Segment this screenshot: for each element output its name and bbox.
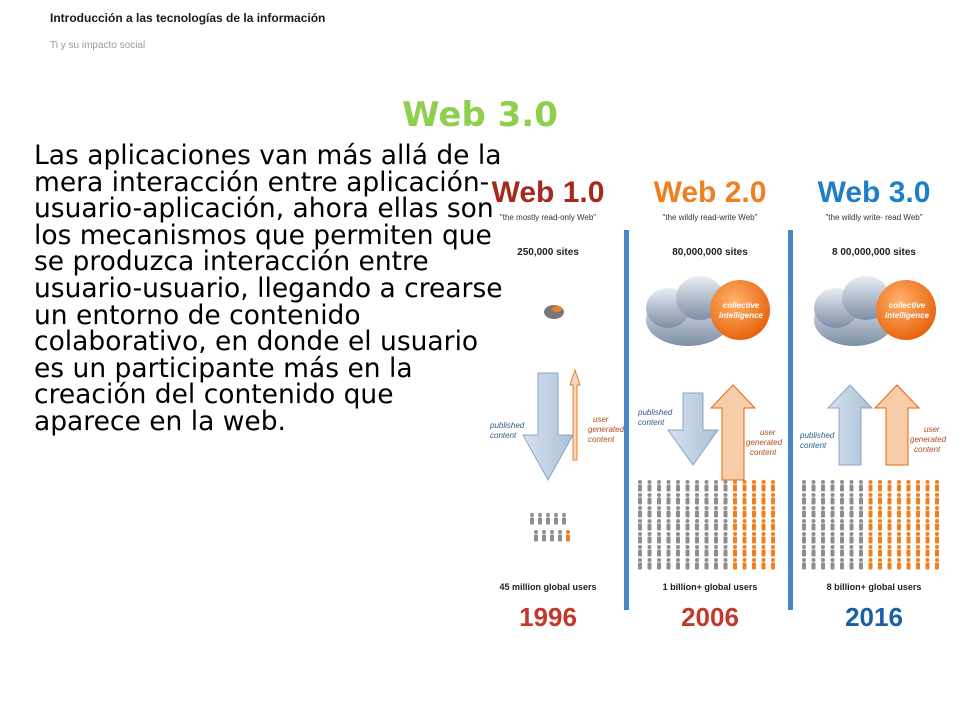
user-figure bbox=[638, 558, 642, 570]
separator-bar-2 bbox=[788, 230, 793, 610]
user-figure bbox=[733, 545, 737, 557]
user-figure bbox=[657, 532, 661, 544]
user-figure bbox=[542, 530, 546, 542]
user-figure bbox=[762, 558, 766, 570]
user-figure bbox=[840, 480, 844, 492]
user-figure bbox=[850, 519, 854, 531]
user-figure bbox=[743, 519, 747, 531]
user-figure bbox=[850, 493, 854, 505]
user-figure bbox=[831, 519, 835, 531]
user-figure bbox=[638, 532, 642, 544]
user-figure bbox=[771, 493, 775, 505]
user-figure bbox=[705, 493, 709, 505]
user-figure bbox=[878, 506, 882, 518]
user-figure bbox=[752, 506, 756, 518]
user-figure bbox=[743, 480, 747, 492]
user-figure bbox=[724, 480, 728, 492]
user-figure bbox=[935, 532, 939, 544]
user-figure bbox=[676, 480, 680, 492]
user-figure bbox=[850, 506, 854, 518]
user-figure bbox=[812, 519, 816, 531]
user-figure bbox=[550, 530, 554, 542]
web2-tagline: "the wildly read-write Web" bbox=[662, 213, 758, 222]
web1-ugc-label-3: content bbox=[588, 435, 615, 444]
web3-ugc-label-1: user bbox=[924, 425, 940, 434]
user-figure bbox=[743, 506, 747, 518]
user-figure bbox=[733, 532, 737, 544]
user-figure bbox=[695, 493, 699, 505]
user-figure bbox=[705, 558, 709, 570]
web3-up-arrow-left bbox=[828, 385, 872, 465]
user-figure bbox=[850, 545, 854, 557]
user-figure bbox=[850, 480, 854, 492]
user-figure bbox=[638, 480, 642, 492]
user-figure bbox=[821, 493, 825, 505]
user-figure bbox=[762, 506, 766, 518]
user-figure bbox=[878, 493, 882, 505]
web2-published-label-1: published bbox=[638, 408, 673, 417]
user-figure bbox=[840, 532, 844, 544]
user-figure bbox=[667, 519, 671, 531]
user-figure bbox=[554, 513, 558, 525]
user-figure bbox=[916, 532, 920, 544]
course-title: Introducción a las tecnologías de la información bbox=[50, 11, 326, 25]
user-figure bbox=[802, 519, 806, 531]
user-figure bbox=[695, 519, 699, 531]
user-figure bbox=[676, 545, 680, 557]
user-figure bbox=[935, 558, 939, 570]
user-figure bbox=[762, 480, 766, 492]
user-figure bbox=[714, 558, 718, 570]
user-figure bbox=[638, 493, 642, 505]
user-figure bbox=[859, 545, 863, 557]
user-figure bbox=[695, 545, 699, 557]
user-figure bbox=[695, 558, 699, 570]
user-figure bbox=[916, 558, 920, 570]
user-figure bbox=[724, 558, 728, 570]
user-figure bbox=[530, 513, 534, 525]
web3-cloud-label-2: intelligence bbox=[884, 311, 930, 320]
user-figure bbox=[897, 558, 901, 570]
user-figure bbox=[657, 493, 661, 505]
user-figure bbox=[566, 530, 570, 542]
user-figure bbox=[850, 558, 854, 570]
user-figure bbox=[916, 545, 920, 557]
user-figure bbox=[695, 532, 699, 544]
user-figure bbox=[840, 519, 844, 531]
user-figure bbox=[695, 480, 699, 492]
web2-cloud-label-2: intelligence bbox=[718, 311, 764, 320]
web2-user-crowd bbox=[638, 480, 775, 570]
user-figure bbox=[648, 480, 652, 492]
user-figure bbox=[705, 519, 709, 531]
web1-published-label-1: published bbox=[490, 421, 525, 430]
user-figure bbox=[916, 519, 920, 531]
user-figure bbox=[869, 558, 873, 570]
web2-heading: Web 2.0 bbox=[653, 176, 767, 209]
user-figure bbox=[676, 506, 680, 518]
user-figure bbox=[724, 506, 728, 518]
user-figure bbox=[534, 530, 538, 542]
user-figure bbox=[897, 493, 901, 505]
user-figure bbox=[916, 480, 920, 492]
user-figure bbox=[907, 558, 911, 570]
user-figure bbox=[667, 493, 671, 505]
web3-collective-orb bbox=[876, 280, 936, 340]
user-figure bbox=[638, 545, 642, 557]
user-figure bbox=[802, 493, 806, 505]
user-figure bbox=[667, 480, 671, 492]
user-figure bbox=[926, 480, 930, 492]
web1-user-crowd bbox=[530, 513, 570, 542]
web1-users: 45 million global users bbox=[499, 582, 597, 592]
user-figure bbox=[733, 480, 737, 492]
user-figure bbox=[935, 480, 939, 492]
user-figure bbox=[897, 519, 901, 531]
user-figure bbox=[926, 519, 930, 531]
user-figure bbox=[888, 558, 892, 570]
web1-heading: Web 1.0 bbox=[491, 176, 605, 209]
user-figure bbox=[869, 506, 873, 518]
user-figure bbox=[686, 558, 690, 570]
user-figure bbox=[897, 480, 901, 492]
user-figure bbox=[733, 519, 737, 531]
user-figure bbox=[771, 480, 775, 492]
user-figure bbox=[869, 545, 873, 557]
user-figure bbox=[762, 493, 766, 505]
user-figure bbox=[771, 558, 775, 570]
user-figure bbox=[771, 545, 775, 557]
user-figure bbox=[724, 493, 728, 505]
slide-body-text: Las aplicaciones van más allá de la mera interacción entre aplicación-usuario-aplicación, ahora ellas son los mecanismos que permiten que se produzca interacción entre usuario-usuario, llegando a crearse un entorno de contenido colaborativo, en donde el usuario es un participante más en la creación del contenido que aparece en la web. bbox=[34, 140, 503, 437]
user-figure bbox=[752, 558, 756, 570]
user-figure bbox=[926, 558, 930, 570]
web3-published-label-1: published bbox=[800, 431, 835, 440]
user-figure bbox=[762, 545, 766, 557]
web3-published-label-2: content bbox=[800, 441, 827, 450]
user-figure bbox=[878, 532, 882, 544]
user-figure bbox=[657, 506, 661, 518]
user-figure bbox=[802, 558, 806, 570]
user-figure bbox=[831, 545, 835, 557]
web1-published-label-2: content bbox=[490, 431, 517, 440]
web1-year: 1996 bbox=[519, 602, 577, 632]
user-figure bbox=[812, 480, 816, 492]
user-figure bbox=[935, 493, 939, 505]
web2-published-label-2: content bbox=[638, 418, 665, 427]
user-figure bbox=[831, 480, 835, 492]
user-figure bbox=[926, 493, 930, 505]
user-figure bbox=[648, 506, 652, 518]
user-figure bbox=[859, 493, 863, 505]
user-figure bbox=[686, 506, 690, 518]
web1-ugc-label-1: user bbox=[593, 415, 609, 424]
user-figure bbox=[926, 532, 930, 544]
user-figure bbox=[840, 558, 844, 570]
web-evolution-diagram bbox=[478, 160, 960, 640]
user-figure bbox=[821, 480, 825, 492]
user-figure bbox=[676, 558, 680, 570]
user-figure bbox=[686, 493, 690, 505]
user-figure bbox=[859, 532, 863, 544]
user-figure bbox=[558, 530, 562, 542]
user-figure bbox=[888, 519, 892, 531]
user-figure bbox=[821, 545, 825, 557]
user-figure bbox=[752, 480, 756, 492]
user-figure bbox=[802, 480, 806, 492]
user-figure bbox=[733, 493, 737, 505]
web3-up-arrow-right bbox=[875, 385, 919, 465]
user-figure bbox=[907, 532, 911, 544]
user-figure bbox=[638, 506, 642, 518]
user-figure bbox=[821, 532, 825, 544]
web3-tagline: "the wildly write- read Web" bbox=[825, 213, 923, 222]
user-figure bbox=[657, 480, 661, 492]
user-figure bbox=[686, 519, 690, 531]
web2-ugc-label-3: content bbox=[750, 448, 777, 457]
user-figure bbox=[733, 558, 737, 570]
user-figure bbox=[878, 545, 882, 557]
user-figure bbox=[888, 480, 892, 492]
web1-sites: 250,000 sites bbox=[517, 247, 579, 258]
user-figure bbox=[840, 493, 844, 505]
web1-server-icon bbox=[544, 305, 564, 319]
user-figure bbox=[897, 532, 901, 544]
user-figure bbox=[888, 506, 892, 518]
web1-up-arrow bbox=[570, 370, 580, 460]
user-figure bbox=[724, 532, 728, 544]
user-figure bbox=[907, 506, 911, 518]
user-figure bbox=[869, 480, 873, 492]
web1-tagline: "the mostly read-only Web" bbox=[499, 213, 597, 222]
user-figure bbox=[538, 513, 542, 525]
user-figure bbox=[667, 558, 671, 570]
web3-sites: 8 00,000,000 sites bbox=[832, 247, 916, 258]
user-figure bbox=[705, 506, 709, 518]
slide-title: Web 3.0 bbox=[402, 95, 558, 135]
user-figure bbox=[802, 506, 806, 518]
user-figure bbox=[705, 545, 709, 557]
web3-cloud-icon bbox=[814, 276, 936, 346]
user-figure bbox=[724, 545, 728, 557]
user-figure bbox=[648, 519, 652, 531]
web2-up-arrow bbox=[711, 385, 755, 480]
user-figure bbox=[676, 493, 680, 505]
column-web1 bbox=[489, 176, 625, 632]
column-web2 bbox=[637, 176, 783, 632]
user-figure bbox=[648, 493, 652, 505]
user-figure bbox=[888, 532, 892, 544]
web2-cloud-label-1: collective bbox=[722, 301, 760, 310]
user-figure bbox=[686, 545, 690, 557]
user-figure bbox=[831, 558, 835, 570]
user-figure bbox=[812, 532, 816, 544]
user-figure bbox=[686, 532, 690, 544]
web2-sites: 80,000,000 sites bbox=[672, 247, 748, 258]
user-figure bbox=[907, 519, 911, 531]
user-figure bbox=[821, 506, 825, 518]
user-figure bbox=[705, 532, 709, 544]
user-figure bbox=[850, 532, 854, 544]
web1-down-arrow bbox=[523, 373, 573, 480]
user-figure bbox=[821, 519, 825, 531]
user-figure bbox=[812, 506, 816, 518]
web2-down-arrow bbox=[668, 393, 718, 465]
web3-users: 8 billion+ global users bbox=[826, 582, 922, 592]
column-web3 bbox=[799, 176, 947, 632]
user-figure bbox=[802, 532, 806, 544]
web3-heading: Web 3.0 bbox=[817, 176, 931, 209]
user-figure bbox=[676, 519, 680, 531]
user-figure bbox=[888, 493, 892, 505]
user-figure bbox=[878, 558, 882, 570]
user-figure bbox=[676, 532, 680, 544]
user-figure bbox=[935, 506, 939, 518]
user-figure bbox=[897, 545, 901, 557]
user-figure bbox=[935, 519, 939, 531]
user-figure bbox=[831, 506, 835, 518]
user-figure bbox=[695, 506, 699, 518]
user-figure bbox=[859, 558, 863, 570]
web3-user-crowd bbox=[802, 480, 939, 570]
user-figure bbox=[926, 545, 930, 557]
user-figure bbox=[916, 493, 920, 505]
user-figure bbox=[762, 519, 766, 531]
user-figure bbox=[714, 519, 718, 531]
user-figure bbox=[667, 506, 671, 518]
user-figure bbox=[752, 545, 756, 557]
user-figure bbox=[743, 545, 747, 557]
user-figure bbox=[648, 545, 652, 557]
user-figure bbox=[657, 545, 661, 557]
web2-ugc-label-2: generated bbox=[746, 438, 783, 447]
user-figure bbox=[907, 480, 911, 492]
web3-year: 2016 bbox=[845, 602, 903, 632]
user-figure bbox=[859, 519, 863, 531]
user-figure bbox=[897, 506, 901, 518]
web1-ugc-label-2: generated bbox=[588, 425, 625, 434]
user-figure bbox=[743, 558, 747, 570]
user-figure bbox=[762, 532, 766, 544]
web3-cloud-label-1: collective bbox=[888, 301, 926, 310]
user-figure bbox=[657, 519, 661, 531]
user-figure bbox=[771, 532, 775, 544]
web3-ugc-label-2: generated bbox=[910, 435, 947, 444]
user-figure bbox=[743, 532, 747, 544]
user-figure bbox=[562, 513, 566, 525]
user-figure bbox=[888, 545, 892, 557]
user-figure bbox=[812, 493, 816, 505]
user-figure bbox=[724, 519, 728, 531]
web2-cloud-icon bbox=[646, 276, 770, 346]
separator-bar-1 bbox=[624, 230, 629, 610]
user-figure bbox=[812, 545, 816, 557]
user-figure bbox=[667, 532, 671, 544]
user-figure bbox=[859, 506, 863, 518]
web2-year: 2006 bbox=[681, 602, 739, 632]
user-figure bbox=[935, 545, 939, 557]
user-figure bbox=[869, 532, 873, 544]
user-figure bbox=[686, 480, 690, 492]
user-figure bbox=[869, 519, 873, 531]
user-figure bbox=[752, 519, 756, 531]
user-figure bbox=[771, 519, 775, 531]
web2-ugc-label-1: user bbox=[760, 428, 776, 437]
user-figure bbox=[733, 506, 737, 518]
user-figure bbox=[752, 532, 756, 544]
user-figure bbox=[771, 506, 775, 518]
user-figure bbox=[714, 545, 718, 557]
user-figure bbox=[638, 519, 642, 531]
user-figure bbox=[821, 558, 825, 570]
web3-ugc-label-3: content bbox=[914, 445, 941, 454]
web2-users: 1 billion+ global users bbox=[662, 582, 758, 592]
user-figure bbox=[859, 480, 863, 492]
user-figure bbox=[705, 480, 709, 492]
user-figure bbox=[667, 545, 671, 557]
user-figure bbox=[840, 545, 844, 557]
user-figure bbox=[714, 506, 718, 518]
web2-collective-orb bbox=[710, 280, 770, 340]
user-figure bbox=[831, 532, 835, 544]
user-figure bbox=[802, 545, 806, 557]
user-figure bbox=[714, 493, 718, 505]
user-figure bbox=[648, 558, 652, 570]
user-figure bbox=[743, 493, 747, 505]
user-figure bbox=[657, 558, 661, 570]
user-figure bbox=[648, 532, 652, 544]
user-figure bbox=[869, 493, 873, 505]
user-figure bbox=[926, 506, 930, 518]
user-figure bbox=[831, 493, 835, 505]
user-figure bbox=[878, 480, 882, 492]
user-figure bbox=[714, 532, 718, 544]
user-figure bbox=[752, 493, 756, 505]
user-figure bbox=[546, 513, 550, 525]
user-figure bbox=[840, 506, 844, 518]
user-figure bbox=[907, 545, 911, 557]
user-figure bbox=[812, 558, 816, 570]
course-subtitle: Ti y su impacto social bbox=[50, 40, 146, 51]
user-figure bbox=[907, 493, 911, 505]
user-figure bbox=[916, 506, 920, 518]
user-figure bbox=[714, 480, 718, 492]
user-figure bbox=[878, 519, 882, 531]
